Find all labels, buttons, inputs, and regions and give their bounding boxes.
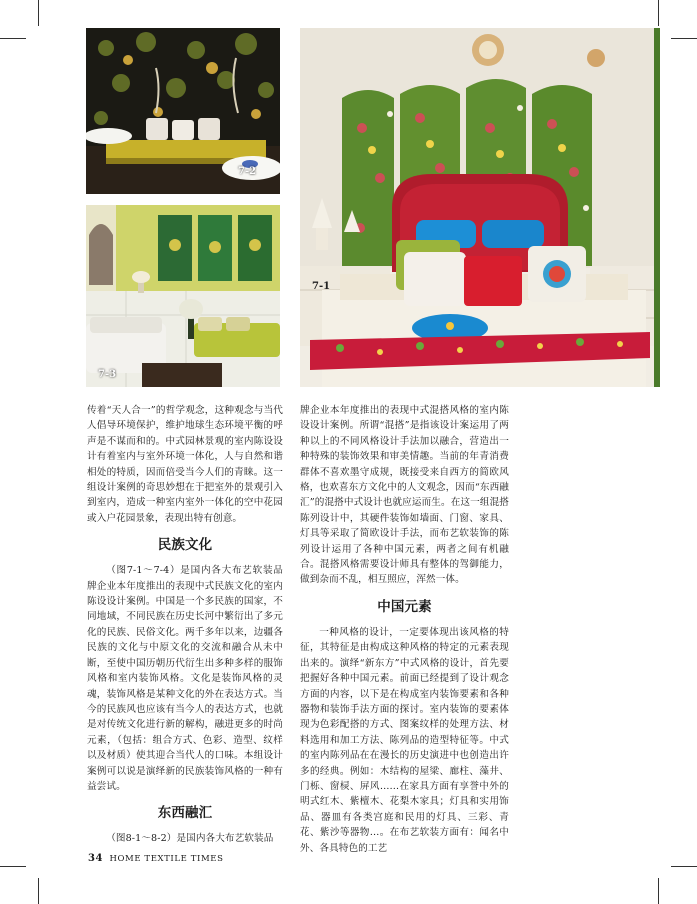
- crop-mark-bottom-right-v: [658, 878, 659, 904]
- photo-7-1: [300, 28, 660, 387]
- figure-label-7-1: 7-1: [312, 281, 331, 292]
- crop-mark-top-right-h: [671, 38, 697, 39]
- figure-label-7-3: 7-3: [98, 369, 117, 380]
- crop-mark-top-left-h: [0, 38, 26, 39]
- page-footer: [88, 853, 224, 864]
- heading-ethnic-culture: 民族文化: [157, 537, 213, 554]
- crop-mark-top-left-v: [38, 0, 39, 26]
- page-number: 34: [88, 853, 104, 864]
- crop-mark-bottom-left-v: [38, 878, 39, 904]
- heading-chinese-elements: 中国元素: [377, 598, 432, 615]
- magazine-name: HOME TEXTILE TIMES: [109, 854, 224, 864]
- right-text-column: [300, 403, 509, 856]
- left-paragraph-3: （图8-1～8-2）是国内各大布艺软装品: [106, 833, 274, 845]
- left-paragraph-2: （图7-1～7-4）是国内各大布艺软装品牌企业本年度推出的表现中式民族文化的室内陈设设计案例。中国是一个多民族的国家，不同地域，不同民族在历史长河中繁衍出了多元化的民族、民俗文化。两千多年以来，边疆各民族的文化与中原文化的交流和融合从未中断，至使中国历朝历代衍生出多种多样的服饰风格和室内装饰风格。文化是装饰风格的灵魂，装饰风格是某种文化的外在表达方式。当今的民族风也应该有当今人的表达方式，也就是对传统文化进行新的解构，融进更多的时尚元素，（包括：组合方式、色彩、造型、纹样以及材质）使其迎合当代人的口味。本组设计案例可以说是演绎新的民族装饰风格的一种有益尝试。: [87, 565, 283, 792]
- crop-mark-top-right-v: [658, 0, 659, 26]
- right-paragraph-1: 牌企业本年度推出的表现中式混搭风格的室内陈设设计案例。所谓“混搭”是指该设计案运用了两种以上的不同风格设计手法加以融合，营造出一种特殊的装饰效果和审美情趣。当前的年青消费群体不喜欢墨守成规，既接受来自西方的简欧风格，也欢喜东方文化中的人文观念，因而“东西融汇”的混搭中式设计也就应运而生。在这一组混搭陈列设计中，其硬件装饰如墙面、门窗、家具、灯具等采取了简欧设计手法，而布艺软装饰的陈列设计运用了各种中国元素，两者之间有机融合。混搭风格需要设计师具有整体的驾御能力，做到杂而不乱，相互照应，浑然一体。: [300, 405, 509, 586]
- crop-mark-bottom-right-h: [671, 866, 697, 867]
- heading-east-west-fusion: 东西融汇: [157, 805, 213, 822]
- left-text-column: [87, 403, 283, 847]
- right-paragraph-2: 一种风格的设计，一定要体现出该风格的特征，其特征是由构成这种风格的特定的元素表现出来的。演绎“新东方”中式风格的设计，首先要把握好各种中国元素。前面已经提到了设计观念方面的内容，以下是在构成室内装饰要素和各种器物和装饰手法方面的探讨。室内装饰的要素体现为色彩配搭的方式、图案纹样的处理方法、材料选用和加工方法、陈列品的造型特征等。中式的室内陈列品在在漫长的历史演进中也创造出许多的经典。例如：木结构的屋梁、廊柱、藻井、门栎、窗棂、屏风……在家具方面有享誉中外的明式红木、紫檀木、花梨木家具；灯具和实用饰品、器皿有各类宫庭和民用的灯具、三彩、青花、紫沙等器物…。在布艺软装方面有：闻名中外、各具特色的工艺: [300, 626, 509, 854]
- figure-label-7-2: 7-2: [238, 166, 257, 177]
- photo-7-3: [86, 205, 280, 387]
- left-paragraph-1: 传着“天人合一”的哲学观念，这种观念与当代人倡导环境保护，维护地球生态环境平衡的呼声是不谋而和的。中式园林景观的室内陈设设计有着室内与室外环境一体化，人与自然和谐相处的特质，因而倍受当今人们的青睐。这一组设计案例的奇思妙想在于把室外的景观引入到室内，造成一种室内室外一体化的空中花园或入户花园景象，表现出特有创意。: [87, 405, 283, 524]
- crop-mark-bottom-left-h: [0, 866, 26, 867]
